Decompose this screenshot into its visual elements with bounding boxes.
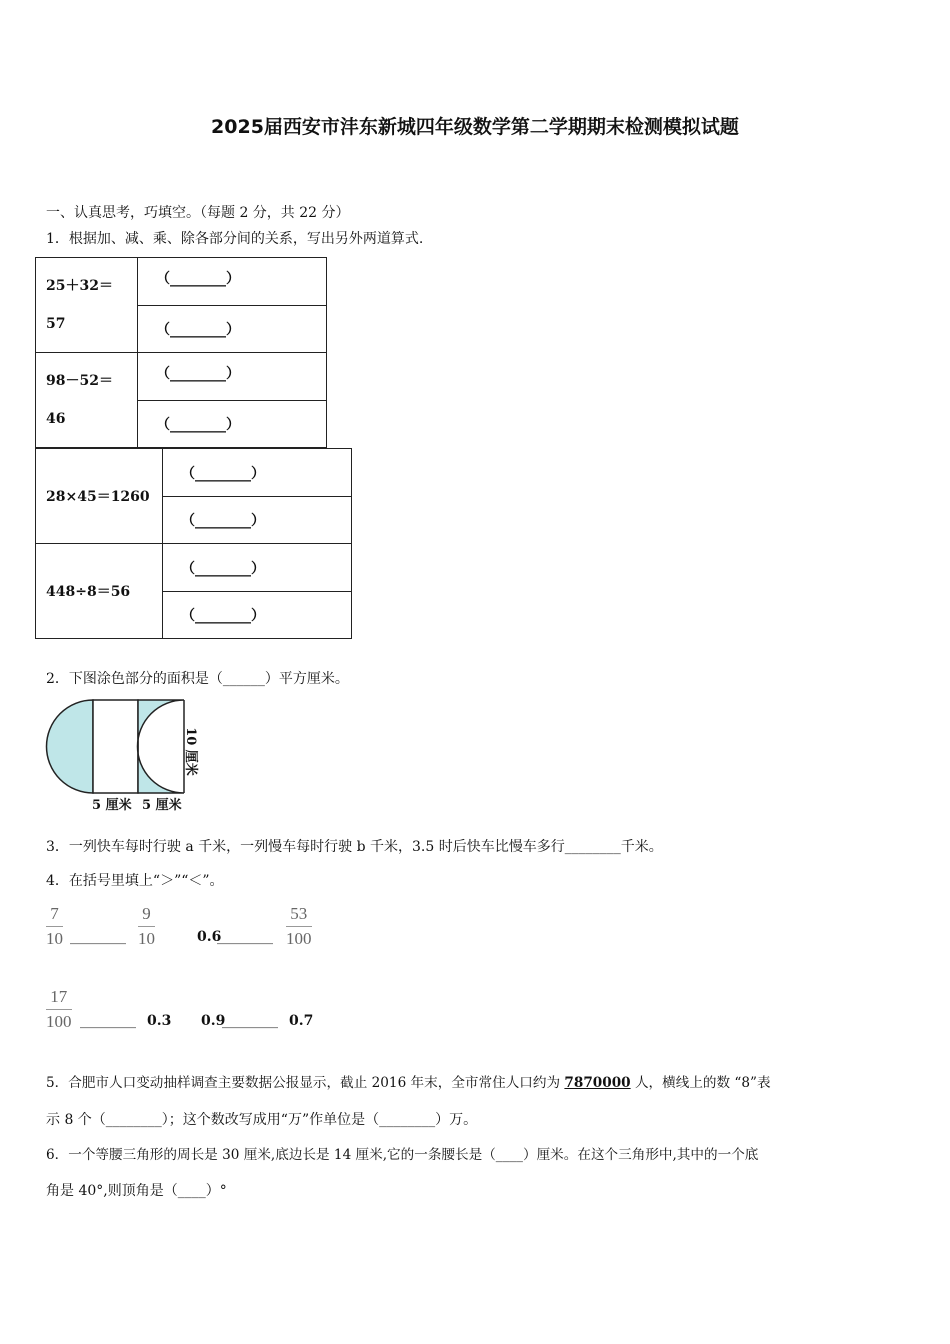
answer-blank[interactable]: （________）	[163, 592, 352, 639]
decimal: 0.3	[147, 1013, 172, 1029]
q1-table-a	[35, 257, 327, 448]
answer-blank[interactable]: ________	[80, 1013, 136, 1029]
question-5	[46, 1071, 771, 1091]
question-2: 2．下图涂色部分的面积是（______）平方厘米。	[46, 671, 349, 687]
numerator: 9	[138, 902, 155, 927]
answer-blank[interactable]: （________）	[138, 401, 327, 448]
page-title: 2025届西安市沣东新城四年级数学第二学期期末检测模拟试题	[211, 116, 739, 138]
width-label: 5 厘米	[142, 798, 182, 813]
question-3: 3．一列快车每时行驶 a 千米，一列慢车每时行驶 b 千米，3.5 时后快车比慢车多行________千米。	[46, 839, 663, 855]
equation-result: 57	[46, 316, 66, 332]
numerator: 7	[46, 902, 63, 927]
equation-result: 46	[46, 411, 66, 427]
numerator: 17	[46, 985, 72, 1010]
equation: 25＋32＝	[46, 278, 113, 294]
denominator: 10	[46, 929, 63, 948]
answer-blank[interactable]: （________）	[163, 449, 352, 497]
answer-blank[interactable]: （________）	[163, 497, 352, 544]
question-5-cont: 示 8 个（________）；这个数改写成用“万”作单位是（________）万。	[46, 1112, 478, 1128]
answer-blank[interactable]: （________）	[138, 258, 327, 306]
decimal: 0.7	[289, 1013, 314, 1029]
section-heading: 一、认真思考，巧填空。（每题 2 分，共 22 分）	[46, 205, 350, 221]
answer-blank[interactable]: （________）	[138, 353, 327, 401]
answer-blank[interactable]: ________	[222, 1013, 278, 1029]
q5-text: 人，横线上的数 “8”表	[630, 1075, 771, 1091]
underlined-number: 7870000	[564, 1075, 631, 1091]
answer-blank[interactable]: ________	[217, 929, 273, 945]
question-6: 6．一个等腰三角形的周长是 30 厘米,底边长是 14 厘米,它的一条腰长是（____）厘米。在这个三角形中,其中的一个底	[46, 1147, 759, 1163]
equation: 98－52＝	[46, 373, 113, 389]
question-6-cont: 角是 40°,则顶角是（____）°	[46, 1183, 227, 1199]
q5-text: 5．合肥市人口变动抽样调查主要数据公报显示，截止 2016 年末，全市常住人口约为	[46, 1075, 565, 1091]
decimal: 0.9	[201, 1013, 226, 1029]
denominator: 10	[138, 929, 155, 948]
height-label: 10 厘米	[182, 727, 198, 776]
answer-blank[interactable]: ________	[70, 929, 126, 945]
question-4: 4．在括号里填上“＞”“＜”。	[46, 873, 224, 889]
equation: 448÷8＝56	[36, 544, 163, 639]
equation: 28×45＝1260	[36, 449, 163, 544]
numerator: 53	[286, 902, 312, 927]
denominator: 100	[46, 1012, 72, 1031]
answer-blank[interactable]: （________）	[138, 306, 327, 353]
question-1: 1．根据加、减、乘、除各部分间的关系，写出另外两道算式.	[46, 231, 424, 247]
decimal: 0.6	[197, 929, 222, 945]
q1-table-b	[35, 448, 352, 639]
answer-blank[interactable]: （________）	[163, 544, 352, 592]
width-label: 5 厘米	[92, 798, 132, 813]
denominator: 100	[286, 929, 312, 948]
